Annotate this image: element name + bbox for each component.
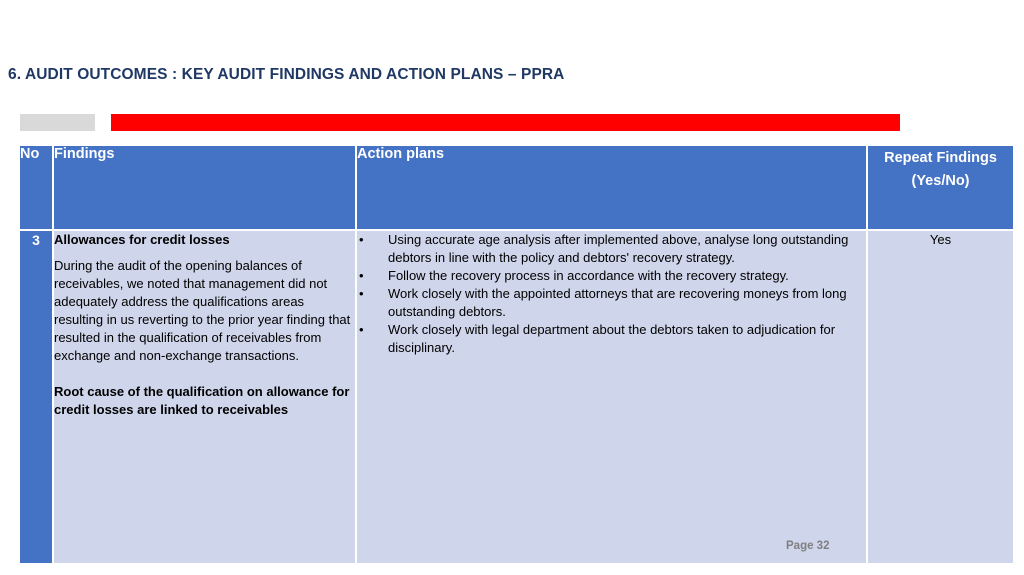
bullet-icon: • [359, 268, 364, 283]
list-item [357, 231, 866, 267]
table-header-row [19, 145, 1014, 230]
header-findings: Findings [53, 145, 356, 230]
header-repeat-findings [867, 145, 1014, 230]
list-item [357, 321, 866, 357]
action-plan-list [357, 231, 866, 357]
finding-title: Allowances for credit losses [54, 232, 230, 247]
action-plan-text: Work closely with the appointed attorneys that are recovering moneys from long outstanding debtors. [388, 286, 847, 319]
finding-text: During the audit of the opening balances of receivables, we noted that management did not adequately address the qualifications areas resulting in us reverting to the prior year finding that resulted in the qualification of receivables from exchange and non-exchange transactions. [54, 258, 351, 363]
header-action-plans: Action plans [356, 145, 867, 230]
row-number: 3 [19, 230, 53, 564]
root-cause-text: Root cause of the qualification on allowance for credit losses are linked to receivables [54, 384, 350, 417]
red-accent-bar [111, 114, 900, 131]
bullet-icon: • [359, 232, 364, 247]
page-number: Page 32 [786, 540, 830, 552]
table-row [19, 230, 1014, 564]
list-item [357, 267, 866, 285]
bullet-icon: • [359, 286, 364, 301]
finding-cell [53, 230, 356, 564]
action-plan-text: Using accurate age analysis after implemented above, analyse long outstanding debtors in line with the policy and debtors' recovery strategy. [388, 232, 849, 265]
grey-accent-bar [20, 114, 95, 131]
action-plan-text: Work closely with legal department about the debtors taken to adjudication for disciplinary. [388, 322, 836, 355]
header-repeat-line1: Repeat Findings [884, 150, 997, 166]
action-plans-cell [356, 230, 867, 564]
header-repeat-line2: (Yes/No) [911, 173, 970, 189]
list-item [357, 285, 866, 321]
header-no: No [19, 145, 53, 230]
slide-title: 6. AUDIT OUTCOMES : KEY AUDIT FINDINGS AND ACTION PLANS – PPRA [8, 66, 565, 83]
findings-table [18, 144, 1015, 565]
repeat-finding-value: Yes [867, 230, 1014, 564]
action-plan-text: Follow the recovery process in accordance with the recovery strategy. [388, 268, 789, 283]
bullet-icon: • [359, 322, 364, 337]
